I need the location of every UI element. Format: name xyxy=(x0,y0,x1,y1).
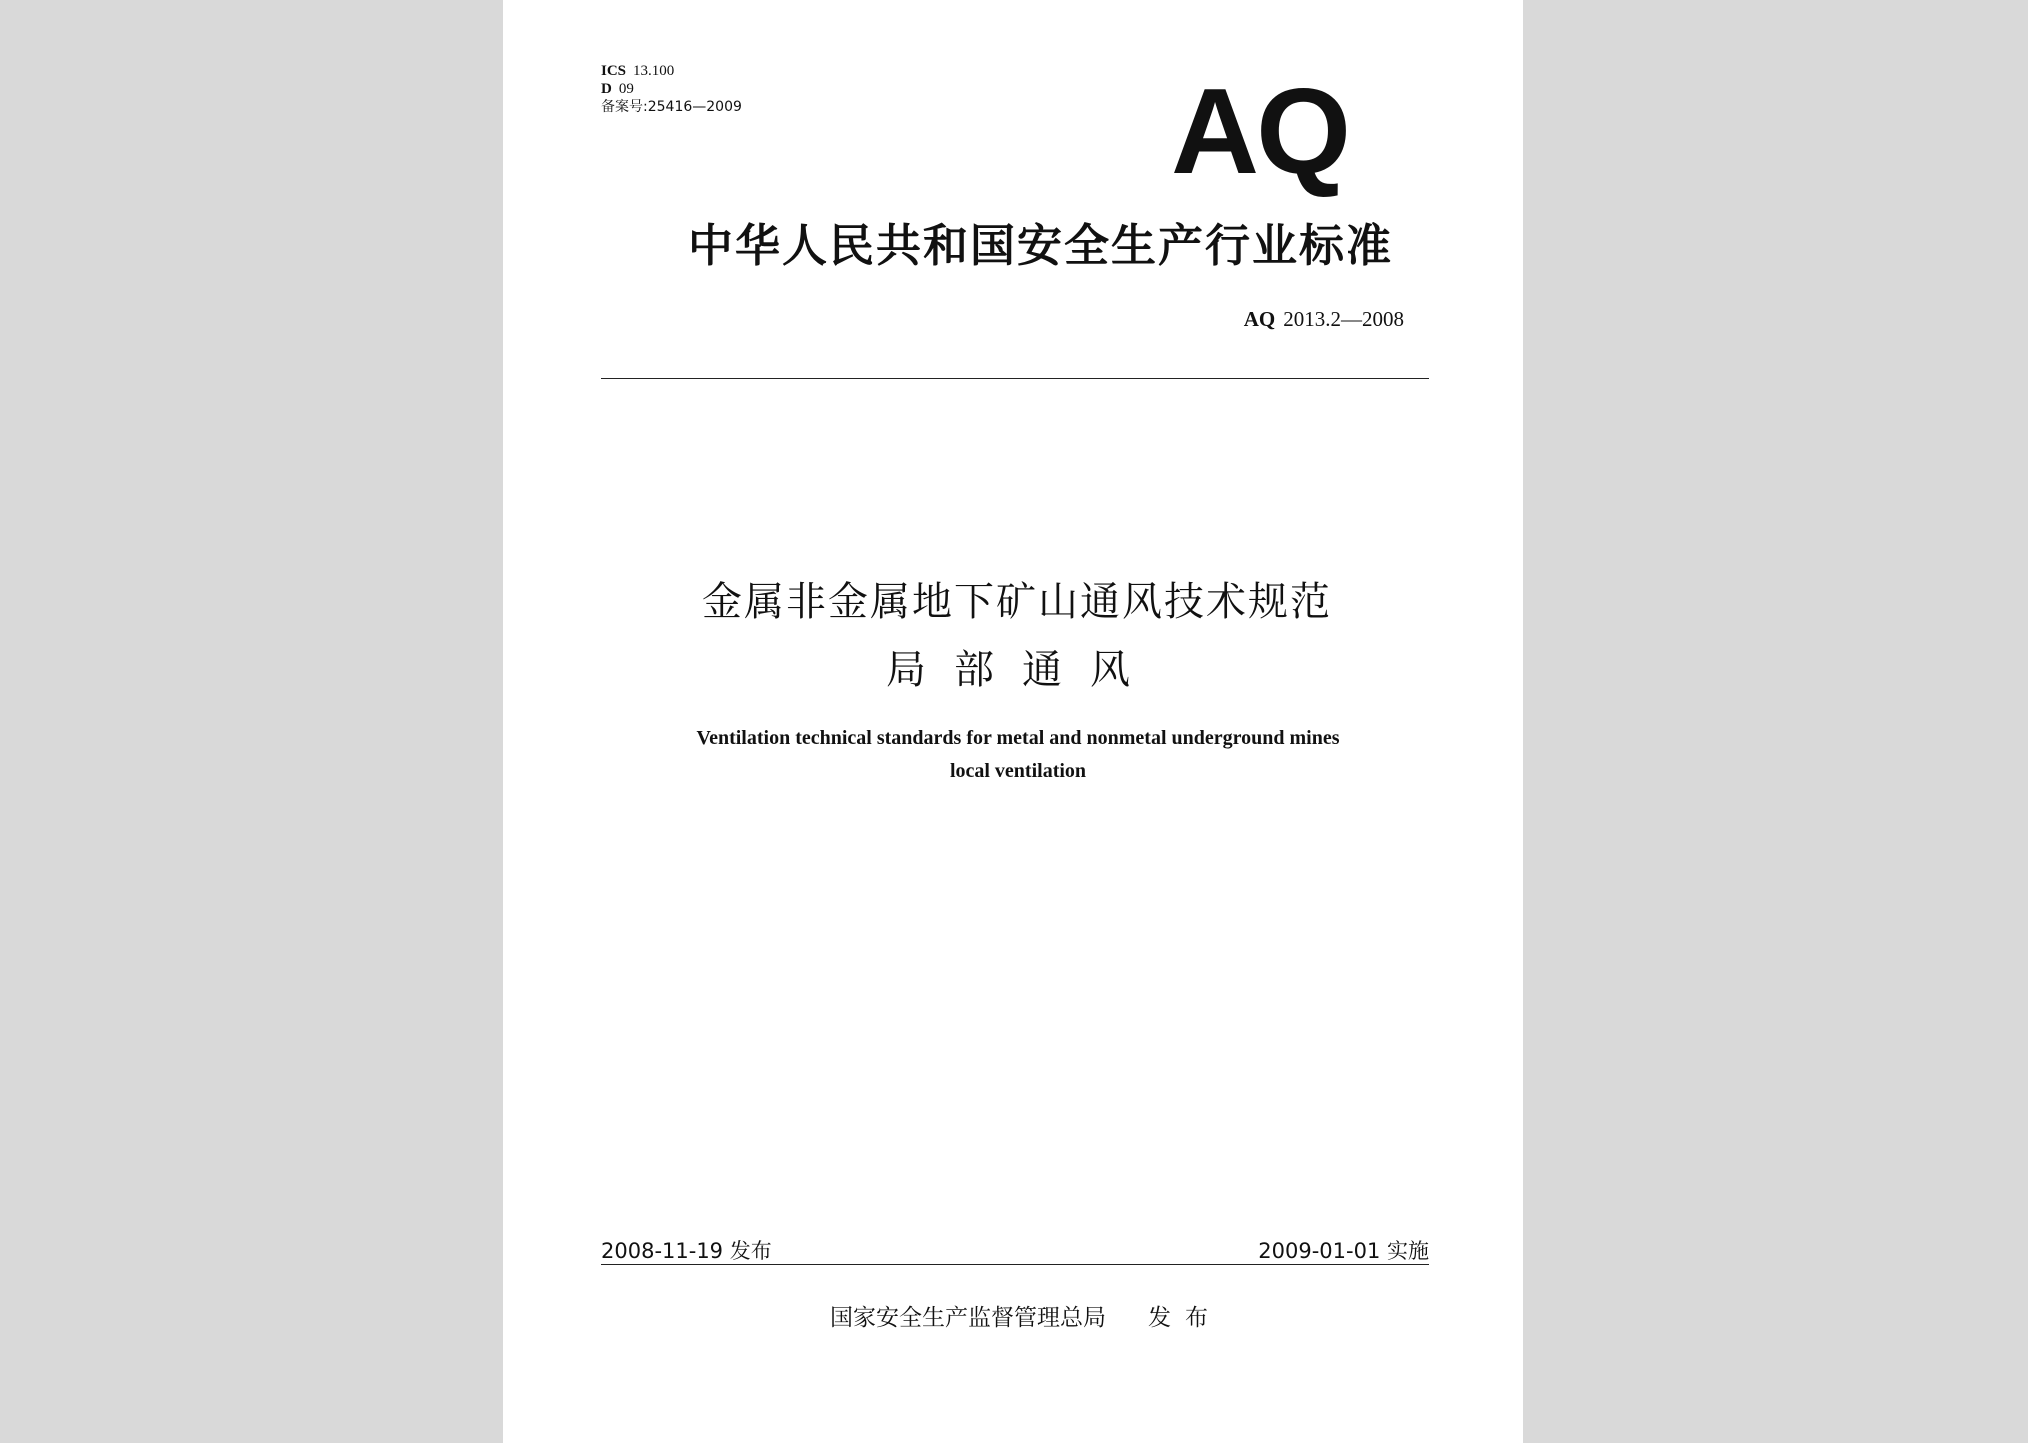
footer-divider xyxy=(601,1264,1429,1265)
aq-logo: AQ xyxy=(1171,63,1348,199)
publish-action: 发布 xyxy=(1148,1305,1222,1331)
publisher-name: 国家安全生产监督管理总局 xyxy=(830,1305,1106,1331)
ics-code: ICS 13.100 xyxy=(601,63,675,79)
standard-category-title: 中华人民共和国安全生产行业标准 xyxy=(687,219,1393,272)
issue-date: 2008-11-19 发布 xyxy=(601,1239,772,1263)
main-title-zh: 金属非金属地下矿山通风技术规范 xyxy=(702,579,1332,625)
ccs-code: D 09 xyxy=(601,81,634,97)
header-divider xyxy=(601,378,1429,379)
publisher xyxy=(503,1299,1523,1332)
main-title-en: Ventilation technical standards for metal and nonmetal underground mines xyxy=(696,727,1340,749)
implementation-date: 2009-01-01 实施 xyxy=(1258,1239,1429,1263)
standard-number: AQ 2013.2—2008 xyxy=(1243,307,1404,331)
sub-title-en: local ventilation xyxy=(949,760,1087,782)
document-page xyxy=(503,0,1523,1443)
record-number: 备案号:25416—2009 xyxy=(601,99,742,115)
sub-title-zh: 局部通风 xyxy=(886,647,1158,693)
